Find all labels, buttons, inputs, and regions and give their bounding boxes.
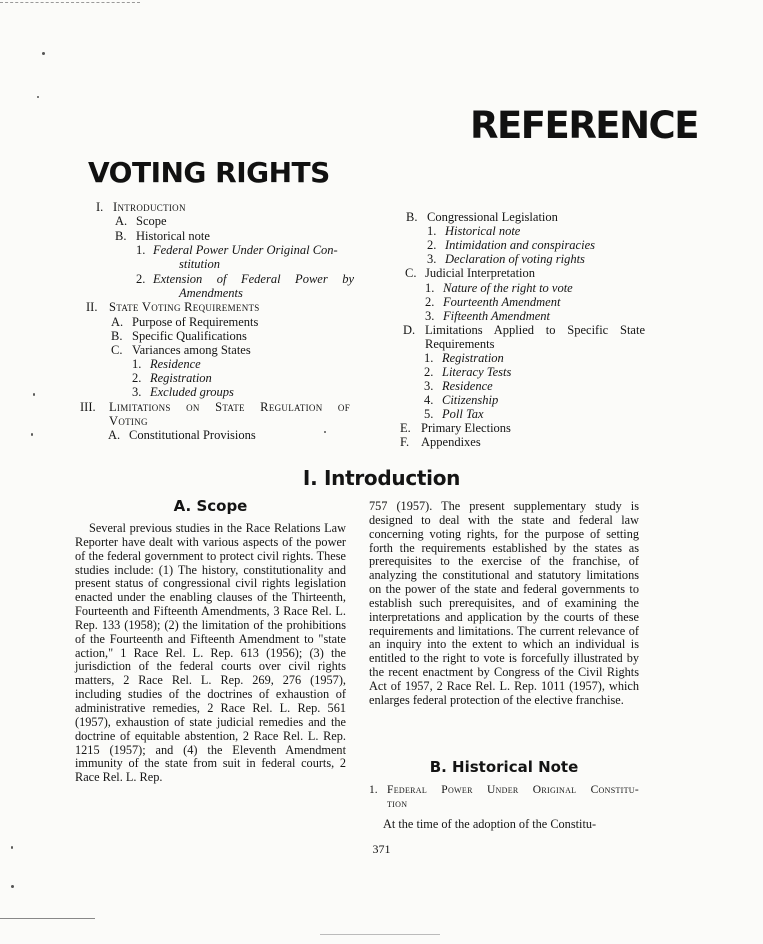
outline-item: Constitutional Provisions [129,428,256,442]
outline-item: Voting [109,414,148,428]
scope-text [75,522,346,785]
outline-item: Citizenship [442,393,499,407]
outline-number: 3. [424,379,434,393]
outline-item: Intimidation and conspiracies [445,238,595,252]
outline-number: C. [111,343,123,357]
outline-number: III. [80,400,96,414]
outline-item: Primary Elections [421,421,511,435]
outline-number: II. [86,300,98,314]
outline-item: Amendments [179,286,243,300]
outline-item: Appendixes [421,435,481,449]
outline-item: Fifteenth Amendment [443,309,551,323]
scope-heading: A. Scope [173,497,248,515]
outline-number: 3. [132,385,142,399]
outline-number: 2. [136,272,146,286]
historical-heading: B. Historical Note [429,758,579,776]
outline-item: Excluded groups [150,385,234,399]
outline-number: 2. [424,365,434,379]
outline-item: Specific Qualifications [132,329,247,343]
continuation-text [369,500,639,708]
outline-number: B. [111,329,123,343]
outline-number: A. [111,315,124,329]
outline-item: Limitations on State Regulation of [109,400,350,414]
outline-number: 2. [132,371,142,385]
outline-item: Historical note [136,229,210,243]
outline-item: Variances among States [132,343,251,357]
outline-number: A. [108,428,121,442]
page-title: VOTING RIGHTS [88,156,330,189]
outline-number: 3. [425,309,435,323]
outline-number: B. [406,210,418,224]
section-label: REFERENCE [470,104,698,147]
outline-item: Residence [442,379,493,393]
outline-item: Poll Tax [442,407,484,421]
outline-item: Declaration of voting rights [445,252,585,266]
historical-text [369,818,639,832]
outline-number: 1. [132,357,142,371]
outline-number: 4. [424,393,434,407]
outline-item: Requirements [425,337,495,351]
outline-item: Literacy Tests [442,365,512,379]
outline-number: A. [115,214,128,228]
outline-number: F. [400,435,410,449]
scope-paragraph: Several previous studies in the Race Relations Law Reporter have dealt with various aspects of the power of the federal government to protect civil rights. These studies include: (1) The history, constitutionality and present status of congressional civil rights legislation enacted under the enabling clauses of the Thirteenth, Fourteenth and Fifteenth Amendments, 3 Race Rel. L. Rep. 133 (1958); (2) the limitation of the prohibitions of the Fourteenth and Fifteenth Amendment to "state action," 1 Race Rel. L. Rep. 613 (1956); (3) the jurisdiction of the federal courts over civil rights matters, 2 Race Rel. L. Rep. 269, 276 (1957), including studies of the doctrines of exhaustion of administrative remedies, 2 Race Rel. L. Rep. 561 (1957), exhaustion of state judicial remedies and the doctrine of equitable abstention, 2 Race Rel. L. Rep. 1215 (1957); and (4) the Eleventh Amendment immunity of the state from suit in federal courts, 2 Race Rel. L. Rep. [75,521,346,785]
historical-subheading [369,783,639,811]
outline-item: Scope [136,214,167,228]
outline-number: 1. [424,351,434,365]
outline-number: D. [403,323,416,337]
outline-item: Registration [150,371,212,385]
outline-item: Registration [442,351,504,365]
outline-item: Limitations Applied to Specific State [425,323,645,337]
historical-sub-num: 1. [369,784,378,796]
outline-number: 1. [425,281,435,295]
historical-paragraph: At the time of the adoption of the Constitu- [383,817,597,831]
outline-item: Residence [150,357,201,371]
outline-number: 1. [427,224,437,238]
historical-sub-line1: Federal Power Under Original Constitu- [387,784,639,796]
outline-number: 2. [427,238,437,252]
outline-item: stitution [179,257,220,271]
outline-item: State Voting Requirements [109,300,260,314]
outline-number: C. [405,266,417,280]
outline-item: Historical note [445,224,521,238]
outline-number: E. [400,421,411,435]
outline-number: 1. [136,243,146,257]
outline-item: Judicial Interpretation [425,266,536,280]
outline-number: 5. [424,407,434,421]
outline-item: Fourteenth Amendment [443,295,561,309]
outline-number: B. [115,229,127,243]
outline-item: Nature of the right to vote [443,281,573,295]
outline-item: Extension of Federal Power by [153,272,354,286]
section-heading: I. Introduction [302,466,461,490]
outline-item: Congressional Legislation [427,210,558,224]
outline-number: I. [96,200,104,214]
continuation-paragraph: 757 (1957). The present supplementary study is designed to deal with the state and federal law concerning voting rights, for the purpose of setting forth the requirements established by the states as prerequisites to the exercise of the franchise, of analyzing the constitutional and statutory limitations on the power of the state and federal governments to establish such prerequisites, and of examining the interpretations and application by the courts of these requirements and limitations. The current relevance of an inquiry into the extent to which an individual is entitled to the right to vote is forcefully illustrated by the recent enactment by Congress of the Civil Rights Act of 1957, 2 Race Rel. L. Rep. 1011 (1957), which enlarges federal protection of the elective franchise. [369,499,639,707]
outline-item: Purpose of Requirements [132,315,259,329]
historical-sub-line2: tion [387,798,408,810]
outline-number: 2. [425,295,435,309]
outline-number: 3. [427,252,437,266]
outline-item: Federal Power Under Original Con- [153,243,338,257]
page-number: 371 [372,842,391,856]
outline-item: Introduction [113,200,186,214]
